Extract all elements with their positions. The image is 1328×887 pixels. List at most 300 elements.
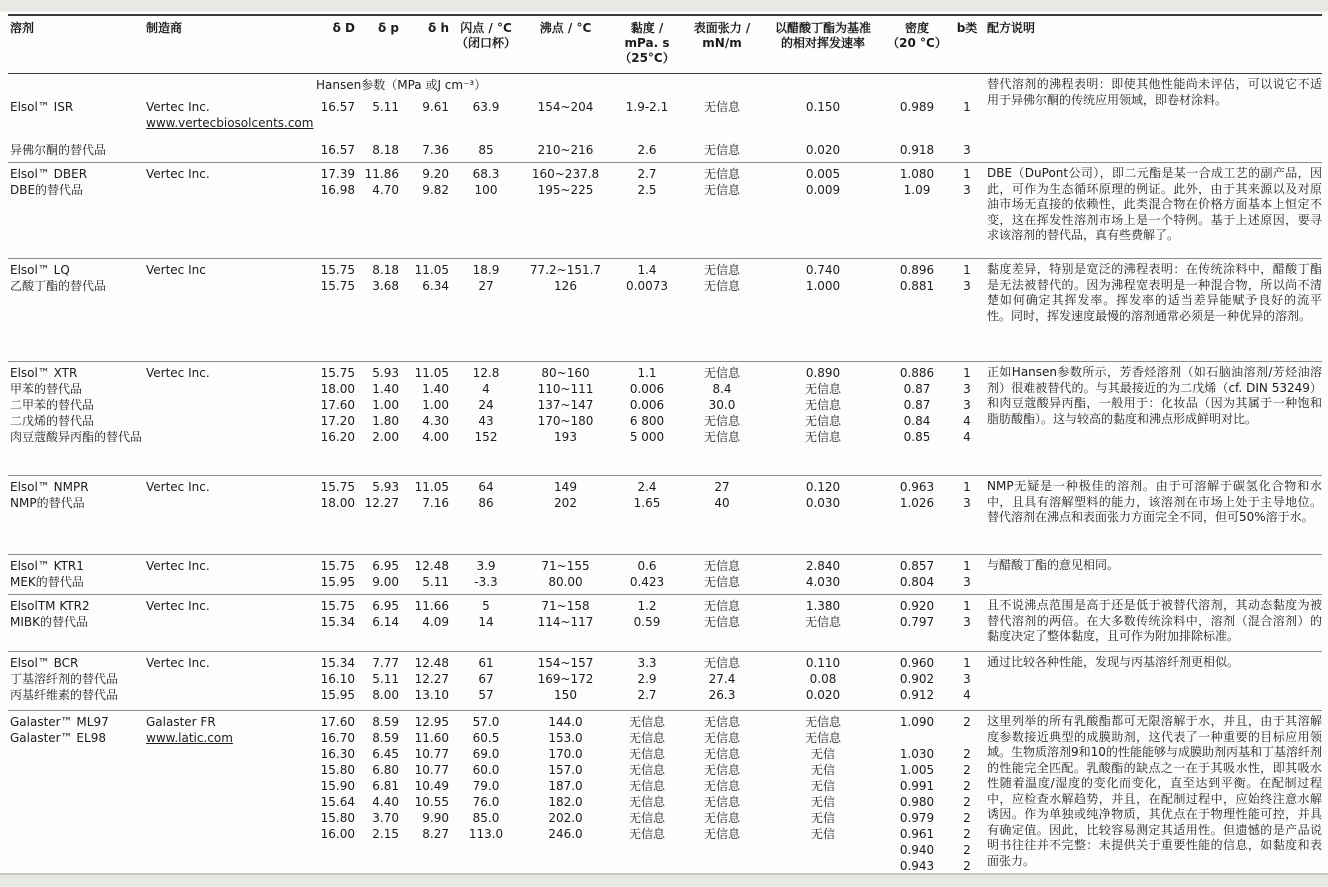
- evaporation-rate-cell: 1.380: [805, 599, 841, 613]
- delta-d-cell: 18.00: [320, 382, 355, 396]
- evaporation-rate-cell: 0.005: [805, 167, 841, 181]
- delta-p-cell: 8.59: [372, 731, 399, 745]
- manufacturer-cell: [146, 614, 314, 630]
- delta-p-cell: 1.00: [372, 398, 399, 412]
- solvent-name: Elsol™ LQ: [10, 263, 70, 277]
- delta-d-cell: 17.39: [320, 167, 355, 181]
- page-top-edge: [0, 0, 1328, 12]
- density-cell: 0.961: [899, 827, 935, 841]
- flash-point-cell: 57: [478, 688, 494, 702]
- delta-h-cell: 9.20: [422, 167, 449, 181]
- boiling-point-cell: [518, 858, 613, 874]
- hansen-parameters-subheader: Hansen参数（MPa 或J cm⁻³）: [316, 78, 487, 92]
- delta-h-cell: 10.49: [414, 779, 449, 793]
- manufacturer-cell: [146, 762, 314, 778]
- table-row: [8, 182, 983, 198]
- solvent-name: 二戊烯的替代品: [10, 414, 95, 428]
- evaporation-rate-cell: 0.08: [809, 672, 837, 686]
- surface-tension-cell: [681, 858, 763, 874]
- delta-p-cell: 1.80: [372, 414, 399, 428]
- solvent-section: [8, 163, 1322, 259]
- delta-h-cell: 12.48: [414, 559, 449, 573]
- header-flash-point: 闪点 / °C （闭口杯）: [455, 21, 516, 50]
- formulation-note: 这里列举的所有乳酸酯都可无限溶解于水，并且，由于其溶解度参数接近典型的成膜助剂，这代表了一种重要的目标应用领域。生物质溶剂9和10的性能能够与成膜助剂丙基和丁基溶纤剂的性能完全匹配。乳酸酯的缺点之一在于其吸水性，即其吸水性随着温度/湿度的变化而变化，直至达到平衡。在配制过程中，应检查水解趋势，并且，在配制过程中，应始终注意水解诱因。作为单独或纯净物质，其优点在于物理性能可控，并具有确定值。因此，比较容易测定其适用性。但遗憾的是产品说明书往往并不完整：未提供关于重要性能的信息，如黏度和表面张力。: [987, 714, 1322, 868]
- viscosity-cell: 2.4: [637, 480, 657, 494]
- evaporation-rate-cell: 4.030: [805, 575, 841, 589]
- boiling-point-cell: 149: [554, 480, 577, 494]
- solvent-section: [8, 259, 1322, 362]
- viscosity-cell: [613, 842, 681, 858]
- b-class-cell: 2: [963, 811, 971, 825]
- b-class-cell: 2: [963, 795, 971, 809]
- surface-tension-cell: 无信息: [703, 143, 740, 157]
- delta-p-cell: 4.70: [372, 183, 399, 197]
- surface-tension-cell: 无信息: [703, 100, 740, 114]
- evaporation-rate-cell: 0.890: [805, 366, 841, 380]
- solvent-name: [8, 842, 146, 858]
- surface-tension-cell: 无信息: [703, 731, 740, 745]
- density-cell: 1.026: [899, 496, 935, 510]
- flash-point-cell: 57.0: [472, 715, 500, 729]
- manufacturer-cell: [146, 858, 314, 874]
- table-row: [8, 558, 983, 574]
- section-rows: [8, 262, 983, 294]
- evaporation-rate-cell: 无信息: [804, 398, 841, 412]
- delta-d-cell: 15.95: [320, 575, 355, 589]
- delta-h-cell: 10.77: [414, 763, 449, 777]
- viscosity-cell: 0.6: [637, 559, 657, 573]
- delta-d-cell: 16.98: [320, 183, 355, 197]
- boiling-point-cell: 170~180: [537, 414, 594, 428]
- b-class-cell: 1: [963, 656, 971, 670]
- delta-d-cell: 16.00: [320, 827, 355, 841]
- flash-point-cell: 100: [474, 183, 498, 197]
- delta-h-cell: 9.90: [422, 811, 449, 825]
- delta-p-cell: 8.18: [372, 143, 399, 157]
- b-class-cell: 2: [963, 779, 971, 793]
- flash-point-cell: 85: [478, 143, 494, 157]
- solvent-name: 二甲苯的替代品: [10, 398, 95, 412]
- boiling-point-cell: 157.0: [548, 763, 583, 777]
- flash-point-cell: 12.8: [472, 366, 500, 380]
- flash-point-cell: 24: [478, 398, 494, 412]
- density-cell: 1.030: [899, 747, 935, 761]
- delta-p-cell: 5.93: [372, 480, 399, 494]
- delta-p-cell: 6.95: [372, 599, 399, 613]
- header-solvent: 溶剂: [10, 21, 35, 35]
- manufacturer-cell: [146, 182, 314, 198]
- solvent-name: Elsol™ DBER: [10, 167, 88, 181]
- flash-point-cell: 14: [478, 615, 494, 629]
- solvent-name: Galaster™ EL98: [10, 731, 106, 745]
- manufacturer-cell: [146, 826, 314, 842]
- viscosity-cell: 2.9: [637, 672, 657, 686]
- delta-d-cell: 15.75: [320, 559, 355, 573]
- table-row: [8, 262, 983, 278]
- boiling-point-cell: 77.2~151.7: [529, 263, 602, 277]
- b-class-cell: 3: [963, 398, 971, 412]
- manufacturer-cell: [146, 730, 314, 746]
- viscosity-cell: 1.65: [633, 496, 661, 510]
- surface-tension-cell: 30.0: [708, 398, 736, 412]
- surface-tension-cell: 无信息: [703, 414, 740, 428]
- delta-p-cell: 8.00: [372, 688, 399, 702]
- flash-point-cell: 79.0: [472, 779, 500, 793]
- delta-h-cell: 12.48: [414, 656, 449, 670]
- manufacturer-cell: [146, 381, 314, 397]
- section-rows: [8, 479, 983, 511]
- surface-tension-cell: 无信息: [703, 811, 740, 825]
- formulation-note: 替代溶剂的沸程表明：即使其他性能尚未评估，可以说它不适用于异佛尔酮的传统应用领域，即卷材涂料。: [987, 77, 1322, 107]
- viscosity-cell: 2.7: [637, 688, 657, 702]
- delta-d-cell: 15.64: [320, 795, 355, 809]
- table-row: [8, 826, 983, 842]
- boiling-point-cell: 150: [554, 688, 577, 702]
- delta-d-cell: 15.95: [320, 688, 355, 702]
- density-cell: 1.090: [899, 715, 935, 729]
- manufacturer-cell: [146, 558, 314, 574]
- density-cell: 0.989: [899, 100, 935, 114]
- solvent-name: 丙基纤维素的替代品: [10, 688, 119, 702]
- flash-point-cell: 63.9: [472, 100, 500, 114]
- boiling-point-cell: 80.00: [548, 575, 583, 589]
- table-row: [8, 858, 983, 874]
- viscosity-cell: 0.0073: [626, 279, 668, 293]
- flash-point-cell: 67: [478, 672, 494, 686]
- header-surface-tension: 表面张力 / mN/m: [693, 21, 751, 50]
- header-boiling-point: 沸点 / °C: [539, 21, 592, 35]
- delta-d-cell: 15.75: [320, 366, 355, 380]
- delta-h-cell: 12.95: [414, 715, 449, 729]
- b-class-cell: 1: [963, 167, 971, 181]
- solvent-name: Elsol™ ISR: [10, 100, 74, 114]
- flash-point-cell: -3.3: [474, 575, 498, 589]
- delta-h-cell: 11.05: [414, 480, 449, 494]
- manufacturer-cell: [146, 655, 314, 671]
- solvent-name: NMP的替代品: [10, 496, 85, 510]
- table-body: [8, 74, 1322, 887]
- delta-h-cell: 1.00: [422, 398, 449, 412]
- table-row: [8, 381, 983, 397]
- boiling-point-cell: 137~147: [537, 398, 594, 412]
- flash-point-cell: 18.9: [472, 263, 500, 277]
- surface-tension-cell: 无信息: [703, 167, 740, 181]
- surface-tension-cell: [681, 842, 763, 858]
- manufacturer-website-link[interactable]: www.latic.com: [146, 731, 233, 745]
- delta-p-cell: 3.68: [372, 279, 399, 293]
- delta-h-cell: 10.77: [414, 747, 449, 761]
- manufacturer-name: Vertec Inc.: [146, 100, 210, 114]
- viscosity-cell: 3.3: [637, 656, 657, 670]
- delta-p-cell: 8.18: [372, 263, 399, 277]
- delta-d-cell: [314, 842, 360, 858]
- table-row: [8, 99, 983, 131]
- evaporation-rate-cell: 无信: [810, 747, 835, 761]
- density-cell: 0.960: [899, 656, 935, 670]
- boiling-point-cell: 154~204: [537, 100, 594, 114]
- boiling-point-cell: 154~157: [537, 656, 594, 670]
- solvent-section: [8, 595, 1322, 652]
- b-class-cell: 2: [963, 843, 971, 857]
- b-class-cell: 1: [963, 100, 971, 114]
- manufacturer-name: Galaster FR: [146, 715, 216, 729]
- page-bottom-edge: [0, 873, 1328, 887]
- viscosity-cell: 无信息: [628, 763, 665, 777]
- solvent-name: Elsol™ XTR: [10, 366, 78, 380]
- manufacturer-name: Vertec Inc.: [146, 559, 210, 573]
- delta-d-cell: 15.34: [320, 656, 355, 670]
- delta-h-cell: 10.55: [414, 795, 449, 809]
- table-row: [8, 413, 983, 429]
- delta-p-cell: 5.11: [372, 672, 399, 686]
- solvent-table: [8, 14, 1322, 887]
- delta-h-cell: 11.60: [414, 731, 449, 745]
- boiling-point-cell: 246.0: [548, 827, 583, 841]
- section-rows: [8, 166, 983, 198]
- density-cell: 0.991: [899, 779, 935, 793]
- delta-h-cell: 8.27: [422, 827, 449, 841]
- delta-d-cell: 16.57: [320, 100, 355, 114]
- boiling-point-cell: 210~216: [537, 143, 594, 157]
- b-class-cell: 3: [963, 183, 971, 197]
- solvent-name: MEK的替代品: [10, 575, 84, 589]
- evaporation-rate-cell: 0.030: [805, 496, 841, 510]
- evaporation-rate-cell: 0.009: [805, 183, 841, 197]
- evaporation-rate-cell: 无信: [810, 763, 835, 777]
- manufacturer-cell: [146, 142, 314, 158]
- manufacturer-cell: [146, 794, 314, 810]
- delta-h-cell: 4.30: [422, 414, 449, 428]
- manufacturer-name: Vertec Inc.: [146, 167, 210, 181]
- table-row: [8, 730, 983, 746]
- delta-h-cell: 11.66: [414, 599, 449, 613]
- density-cell: 0.797: [899, 615, 935, 629]
- density-cell: 0.902: [899, 672, 935, 686]
- table-row: [8, 687, 983, 703]
- surface-tension-cell: 26.3: [708, 688, 736, 702]
- table-row: [8, 479, 983, 495]
- surface-tension-cell: 27.4: [708, 672, 736, 686]
- table-row: [8, 762, 983, 778]
- evaporation-rate-cell: 2.840: [805, 559, 841, 573]
- evaporation-rate-cell: 无信息: [804, 615, 841, 629]
- b-class-cell: 2: [963, 747, 971, 761]
- viscosity-cell: 2.7: [637, 167, 657, 181]
- delta-h-cell: 4.00: [422, 430, 449, 444]
- b-class-cell: 2: [963, 715, 971, 729]
- manufacturer-cell: [146, 99, 314, 131]
- delta-h-cell: 9.82: [422, 183, 449, 197]
- boiling-point-cell: 169~172: [537, 672, 594, 686]
- b-class-cell: 1: [963, 366, 971, 380]
- flash-point-cell: 4: [482, 382, 490, 396]
- boiling-point-cell: 160~237.8: [531, 167, 600, 181]
- formulation-note: DBE（DuPont公司），即二元酯是某一合成工艺的副产品，因此，可作为生态循环原理的例证。此外，由于其来源以及对原油市场无直接的依赖性，此类混合物在价格方面基本上恒定不变，这在挥发性溶剂市场上是一个特例。基于上述原因，要寻求该溶剂的替代品，真有些费解了。: [987, 166, 1322, 242]
- evaporation-rate-cell: 无信息: [804, 430, 841, 444]
- viscosity-cell: 无信息: [628, 731, 665, 745]
- table-row: [8, 655, 983, 671]
- manufacturer-name: Vertec Inc.: [146, 480, 210, 494]
- density-cell: 1.005: [899, 763, 935, 777]
- delta-p-cell: 6.81: [372, 779, 399, 793]
- manufacturer-cell: [146, 397, 314, 413]
- delta-h-cell: 11.05: [414, 366, 449, 380]
- flash-point-cell: 60.5: [472, 731, 500, 745]
- section-rows: [8, 714, 983, 874]
- delta-p-cell: 6.95: [372, 559, 399, 573]
- table-row: [8, 166, 983, 182]
- solvent-name: [8, 794, 146, 810]
- section-rows: [8, 655, 983, 703]
- table-row: [8, 614, 983, 630]
- manufacturer-cell: [146, 574, 314, 590]
- header-formulation-notes: 配方说明: [987, 21, 1036, 35]
- boiling-point-cell: 193: [554, 430, 577, 444]
- evaporation-rate-cell: [763, 858, 883, 874]
- viscosity-cell: 无信息: [628, 827, 665, 841]
- formulation-note: 正如Hansen参数所示，芳香烃溶剂（如石脑油溶剂/芳烃油溶剂）很难被替代的。与其最接近的为二戊烯（cf. DIN 53249）和肉豆蔻酸异丙酯，一般用于：化妆品（因为其属于一种饱和脂肪酸酯）。这与较高的黏度和沸点形成鲜明对比。: [987, 365, 1322, 426]
- solvent-name: Elsol™ KTR1: [10, 559, 84, 573]
- delta-d-cell: 18.00: [320, 496, 355, 510]
- surface-tension-cell: 无信息: [703, 575, 740, 589]
- delta-p-cell: 1.40: [372, 382, 399, 396]
- viscosity-cell: 2.6: [637, 143, 657, 157]
- manufacturer-website-link[interactable]: www.vertecbiosolcents.com: [146, 116, 314, 130]
- viscosity-cell: 6 800: [629, 414, 665, 428]
- boiling-point-cell: 195~225: [537, 183, 594, 197]
- delta-d-cell: 16.57: [320, 143, 355, 157]
- solvent-name: Elsol™ NMPR: [10, 480, 89, 494]
- b-class-cell: 1: [963, 263, 971, 277]
- b-class-cell: 3: [963, 615, 971, 629]
- flash-point-cell: 85.0: [472, 811, 500, 825]
- flash-point-cell: 113.0: [468, 827, 504, 841]
- solvent-section: [8, 476, 1322, 555]
- delta-h-cell: [406, 858, 454, 874]
- delta-d-cell: 15.80: [320, 763, 355, 777]
- evaporation-rate-cell: 0.110: [805, 656, 841, 670]
- density-cell: 0.943: [899, 859, 935, 873]
- delta-p-cell: 4.40: [372, 795, 399, 809]
- density-cell: 1.09: [903, 183, 931, 197]
- solvent-name: 肉豆蔻酸异丙酯的替代品: [10, 430, 143, 444]
- viscosity-cell: 1.9-2.1: [625, 100, 669, 114]
- evaporation-rate-cell: 0.020: [805, 143, 841, 157]
- b-class-cell: 3: [963, 143, 971, 157]
- delta-p-cell: 12.27: [364, 496, 399, 510]
- manufacturer-cell: [146, 671, 314, 687]
- surface-tension-cell: 无信息: [703, 656, 740, 670]
- header-b-class: b类: [956, 21, 978, 35]
- table-row: [8, 574, 983, 590]
- manufacturer-cell: [146, 365, 314, 381]
- table-row: [8, 598, 983, 614]
- header-density: 密度 （20 °C）: [887, 21, 947, 50]
- viscosity-cell: 无信息: [628, 811, 665, 825]
- surface-tension-cell: 无信息: [703, 763, 740, 777]
- surface-tension-cell: 无信息: [703, 747, 740, 761]
- header-manufacturer: 制造商: [146, 21, 183, 35]
- solvent-name: ElsolTM KTR2: [10, 599, 90, 613]
- boiling-point-cell: 202: [554, 496, 577, 510]
- section-rows: [8, 558, 983, 590]
- viscosity-cell: 0.423: [629, 575, 665, 589]
- density-cell: 0.980: [899, 795, 935, 809]
- delta-p-cell: 2.00: [372, 430, 399, 444]
- viscosity-cell: 无信息: [628, 779, 665, 793]
- viscosity-cell: 无信息: [628, 747, 665, 761]
- manufacturer-name: Vertec Inc.: [146, 366, 210, 380]
- table-row: [8, 429, 983, 445]
- solvent-name: MIBK的替代品: [10, 615, 88, 629]
- header-delta-h: δ h: [428, 21, 449, 35]
- formulation-note: 与醋酸丁酯的意见相同。: [987, 558, 1120, 572]
- boiling-point-cell: 144.0: [548, 715, 583, 729]
- delta-d-cell: [314, 858, 360, 874]
- b-class-cell: 1: [963, 480, 971, 494]
- surface-tension-cell: 无信息: [703, 183, 740, 197]
- b-class-cell: 3: [963, 672, 971, 686]
- table-row: [8, 810, 983, 826]
- solvent-name: 异佛尔酮的替代品: [10, 143, 107, 157]
- manufacturer-cell: [146, 746, 314, 762]
- boiling-point-cell: 202.0: [548, 811, 583, 825]
- formulation-note: 黏度差异，特别是宽泛的沸程表明：在传统涂料中，醋酸丁酯是无法被替代的。因为沸程宽表明是一种混合物，所以尚不清楚如何确定其挥发率。挥发率的适当差异能赋予良好的流平性。同时，挥发速度最慢的溶剂通常必须是一种优异的溶剂。: [987, 262, 1322, 323]
- viscosity-cell: 0.006: [629, 398, 665, 412]
- delta-h-cell: 6.34: [422, 279, 449, 293]
- delta-h-cell: 4.09: [422, 615, 449, 629]
- table-row: [8, 778, 983, 794]
- delta-d-cell: 15.75: [320, 480, 355, 494]
- b-class-cell: 2: [963, 827, 971, 841]
- manufacturer-cell: [146, 479, 314, 495]
- viscosity-cell: 0.59: [633, 615, 661, 629]
- density-cell: 0.881: [899, 279, 935, 293]
- surface-tension-cell: 无信息: [703, 795, 740, 809]
- b-class-cell: 4: [963, 430, 971, 444]
- manufacturer-name: Vertec Inc: [146, 263, 206, 277]
- solvent-name: 丁基溶纤剂的替代品: [10, 672, 119, 686]
- flash-point-cell: [454, 842, 518, 858]
- delta-h-cell: 13.10: [414, 688, 449, 702]
- evaporation-rate-cell: 无信息: [804, 731, 841, 745]
- header-evaporation-rate: 以醋酸丁酯为基准 的相对挥发速率: [774, 21, 871, 50]
- boiling-point-cell: 182.0: [548, 795, 583, 809]
- flash-point-cell: 69.0: [472, 747, 500, 761]
- delta-p-cell: 6.45: [372, 747, 399, 761]
- surface-tension-cell: 无信息: [703, 430, 740, 444]
- viscosity-cell: 2.5: [637, 183, 657, 197]
- viscosity-cell: 无信息: [628, 795, 665, 809]
- manufacturer-cell: [146, 278, 314, 294]
- delta-p-cell: 7.77: [372, 656, 399, 670]
- flash-point-cell: 64: [478, 480, 494, 494]
- manufacturer-cell: [146, 778, 314, 794]
- solvent-section: [8, 652, 1322, 711]
- delta-p-cell: 5.93: [372, 366, 399, 380]
- density-cell: 0.896: [899, 263, 935, 277]
- formulation-note: 通过比较各种性能，发现与丙基溶纤剂更相似。: [987, 655, 1240, 669]
- surface-tension-cell: 无信息: [703, 827, 740, 841]
- viscosity-cell: 5 000: [629, 430, 665, 444]
- solvent-name: 乙酸丁酯的替代品: [10, 279, 107, 293]
- evaporation-rate-cell: 无信: [810, 811, 835, 825]
- evaporation-rate-cell: 1.000: [805, 279, 841, 293]
- manufacturer-cell: [146, 262, 314, 278]
- delta-h-cell: 7.36: [422, 143, 449, 157]
- flash-point-cell: 43: [478, 414, 494, 428]
- surface-tension-cell: 27: [714, 480, 730, 494]
